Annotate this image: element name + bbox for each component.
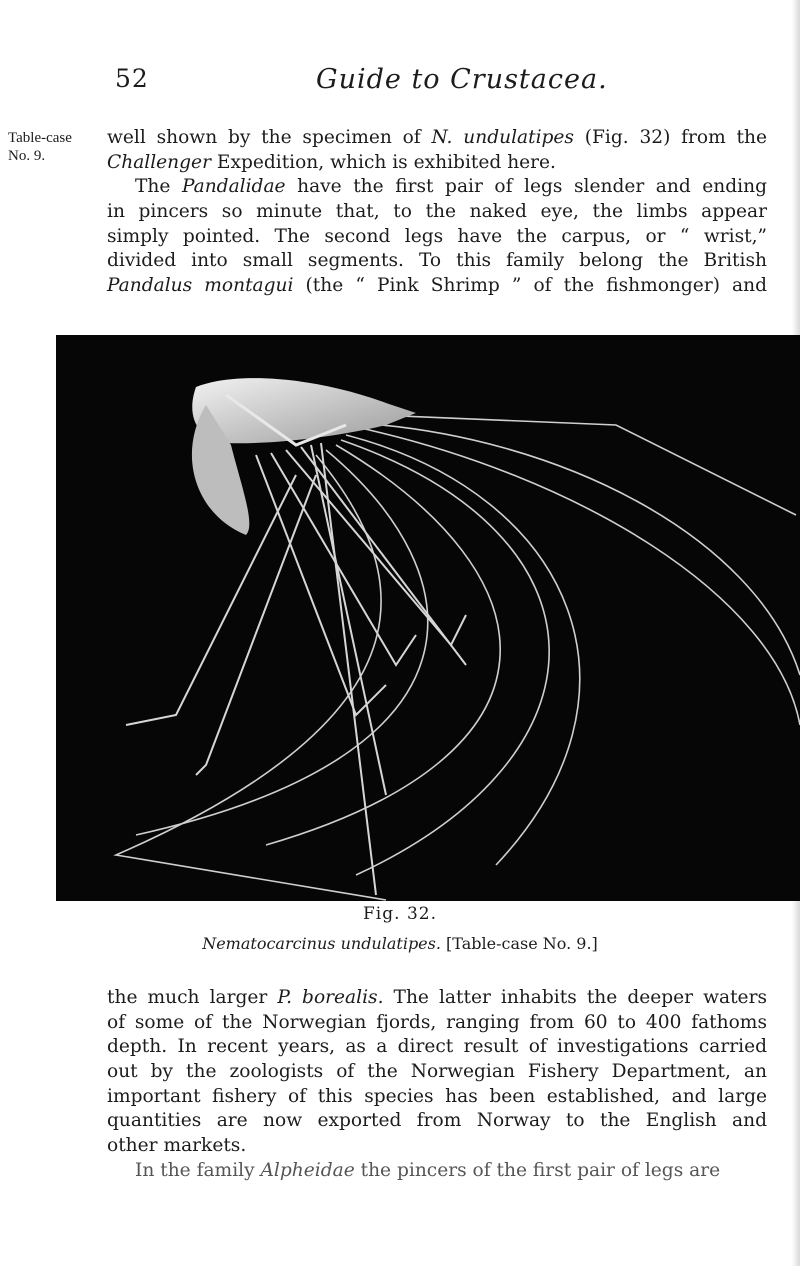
margin-note	[8, 129, 98, 165]
page-header	[0, 64, 800, 104]
margin-note-line-2: No. 9.	[8, 148, 46, 164]
figure-caption	[0, 934, 800, 953]
text-line: The Pandalidae have the first pair of legs slender and ending	[135, 176, 767, 198]
figure-photograph	[56, 335, 800, 901]
text-line: in pincers so minute that, to the naked eye, the limbs appear	[107, 201, 767, 223]
text-line: out by the zoologists of the Norwegian Fishery Department, an	[107, 1061, 767, 1083]
figure-caption-reference: [Table-case No. 9.]	[446, 934, 598, 953]
page-number: 52	[115, 64, 149, 93]
text-line: other markets.	[107, 1135, 247, 1157]
text-line: simply pointed. The second legs have the carpus, or “ wrist,”	[107, 225, 767, 247]
top-paragraph	[107, 126, 767, 299]
text-line: important fishery of this species has been established, and large	[107, 1085, 767, 1107]
text-line: of some of the Norwegian fjords, ranging from 60 to 400 fathoms	[107, 1011, 767, 1033]
text-line: In the family Alpheidae the pincers of the first pair of legs are	[135, 1159, 721, 1181]
text-line: Pandalus montagui (the “ Pink Shrimp ” of the fishmonger) and	[107, 275, 768, 297]
shrimp-illustration	[56, 335, 800, 901]
running-title: Guide to Crustacea.	[316, 64, 608, 95]
text-line: quantities are now exported from Norway to the English and	[107, 1110, 767, 1132]
text-line: divided into small segments. To this family belong the British	[107, 250, 767, 272]
margin-note-line-1: Table-case	[8, 130, 72, 146]
text-line: well shown by the specimen of N. undulatipes (Fig. 32) from the	[107, 127, 767, 148]
bottom-paragraph	[107, 986, 767, 1184]
figure-caption-species: Nematocarcinus undulatipes.	[202, 934, 441, 953]
text-line: the much larger P. borealis. The latter inhabits the deeper waters	[107, 987, 767, 1008]
text-line: depth. In recent years, as a direct result of investigations carried	[107, 1036, 767, 1058]
text-line: Challenger Expedition, which is exhibited here.	[107, 151, 556, 173]
figure-label: Fig. 32.	[363, 904, 437, 924]
